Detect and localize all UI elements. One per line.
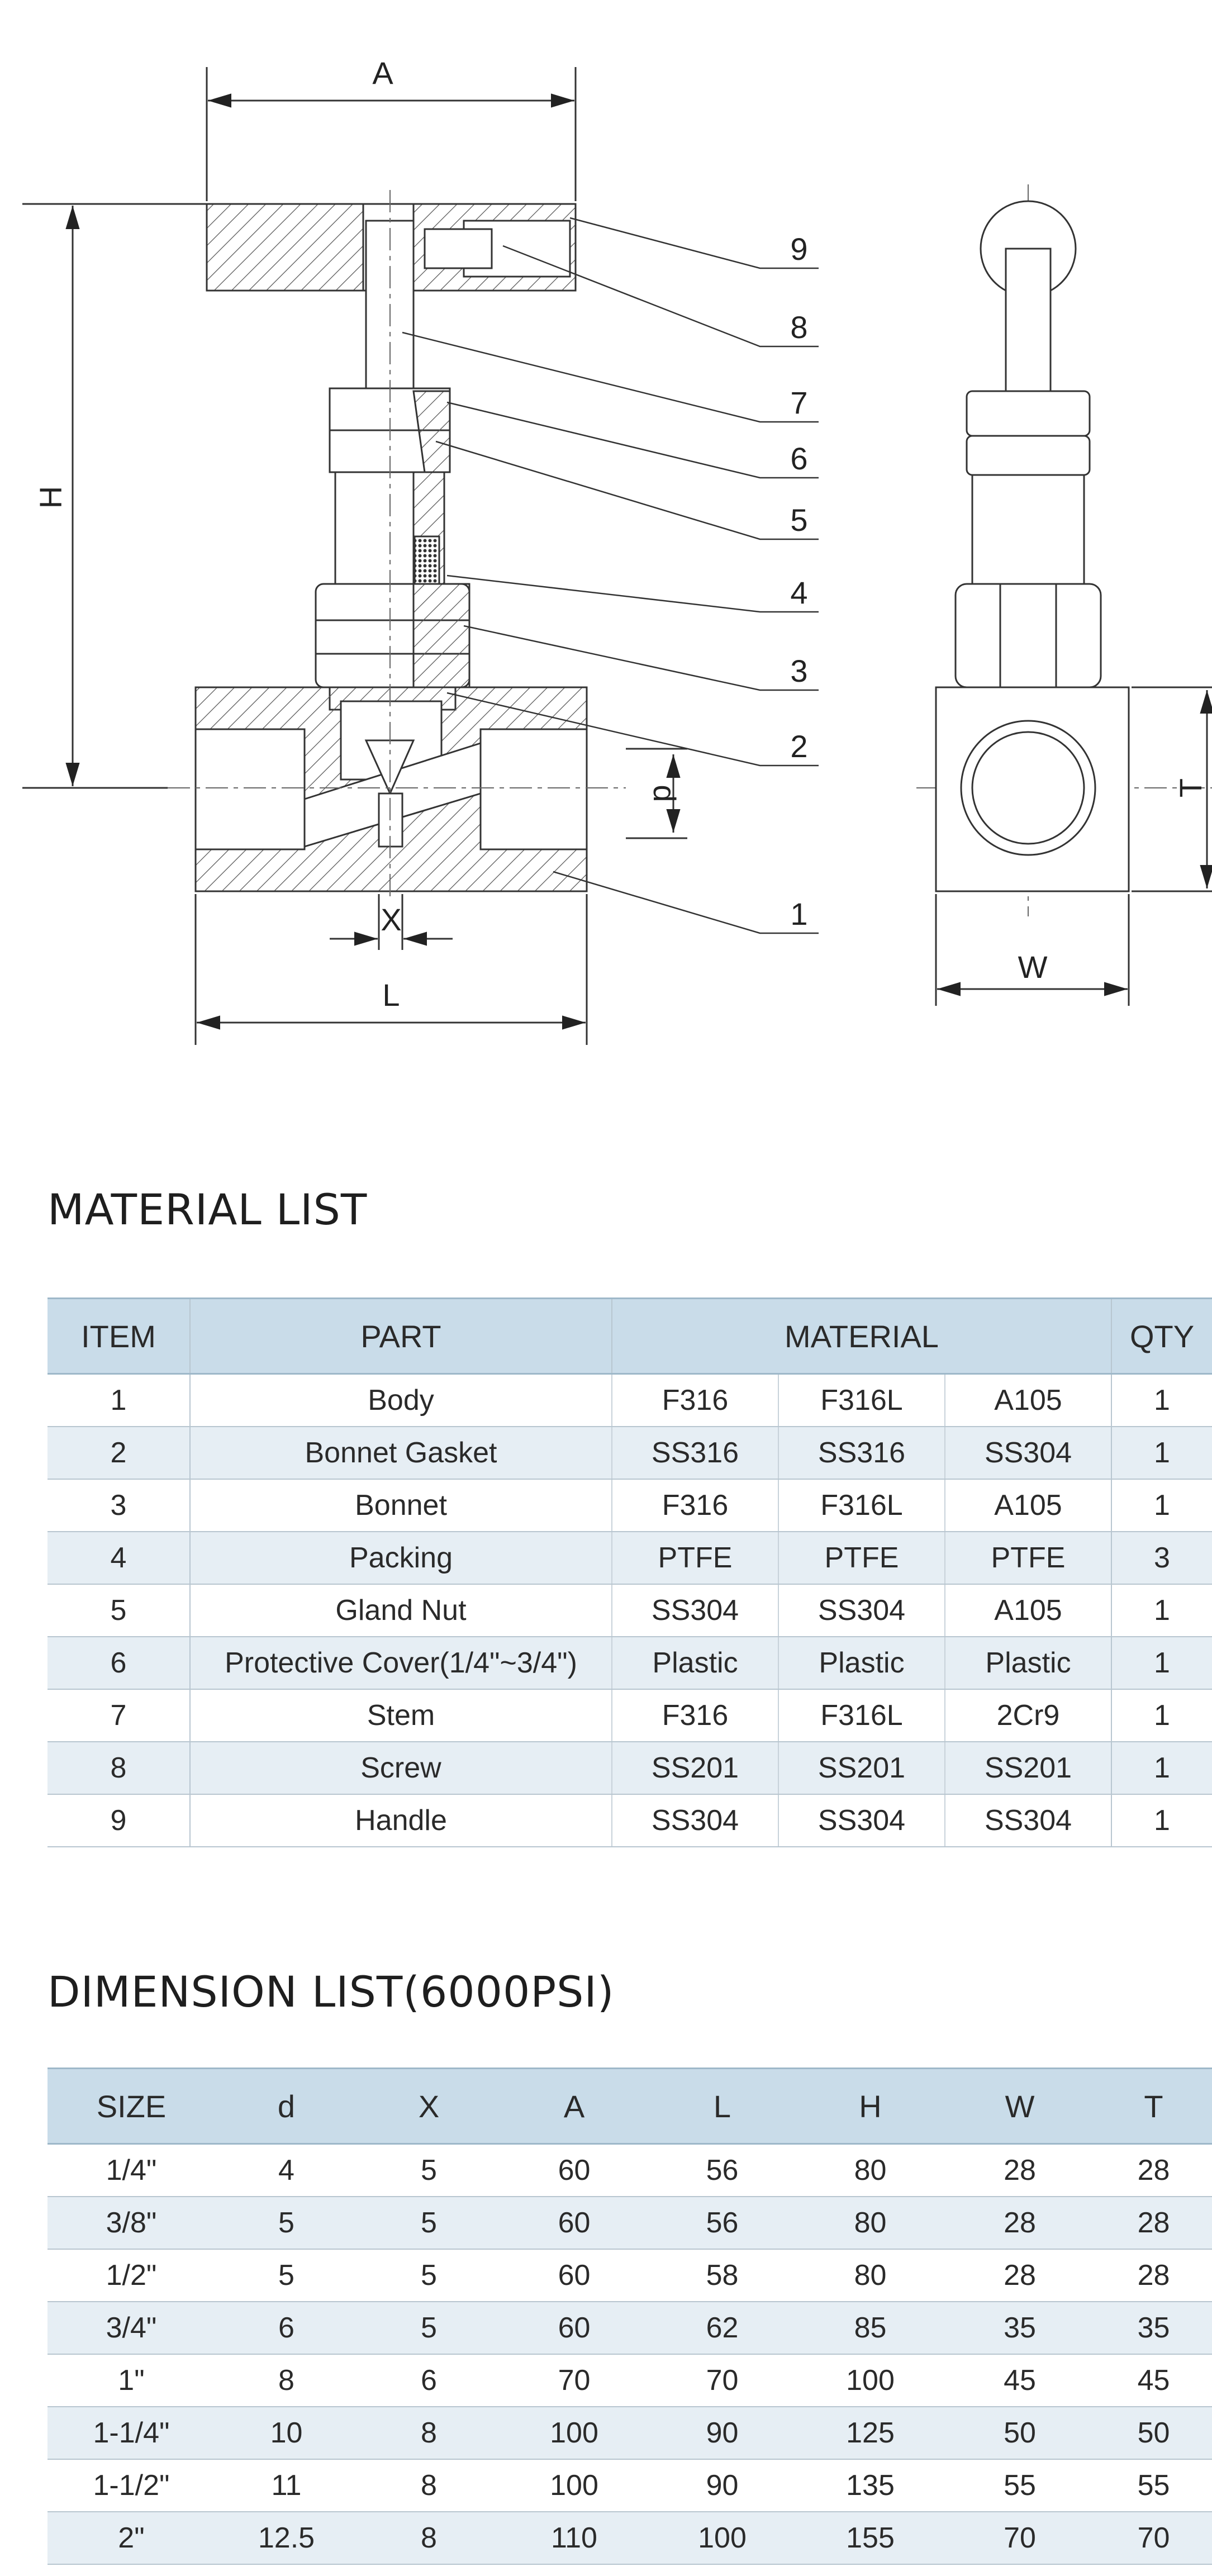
callout-9: 9 xyxy=(790,231,808,267)
cell-qty: 1 xyxy=(1111,1689,1212,1742)
callout-2: 2 xyxy=(790,729,808,764)
cell-qty: 1 xyxy=(1111,1637,1212,1689)
dimension-cell: 28 xyxy=(944,2249,1095,2302)
table-row xyxy=(47,1374,1212,1427)
cell-material-3: SS304 xyxy=(945,1427,1111,1479)
dimension-cell: 50 xyxy=(1095,2407,1212,2459)
cell-material-2: SS201 xyxy=(778,1742,945,1794)
material-list-title: MATERIAL LIST xyxy=(47,1185,368,1234)
cell-qty: 1 xyxy=(1111,1584,1212,1637)
cell-material-2: Plastic xyxy=(778,1637,945,1689)
callout-7: 7 xyxy=(790,385,808,420)
table-row xyxy=(47,1689,1212,1742)
dimension-cell: 45 xyxy=(1095,2354,1212,2407)
dimension-cell: 8 xyxy=(215,2354,358,2407)
cell-material-3: 2Cr9 xyxy=(945,1689,1111,1742)
dimension-cell: 60 xyxy=(500,2197,648,2249)
dimension-cell: 85 xyxy=(796,2302,944,2354)
cell-material-2: F316L xyxy=(778,1479,945,1532)
dimension-cell: 6 xyxy=(215,2302,358,2354)
dimension-cell: 28 xyxy=(944,2144,1095,2197)
dim-label-t: T xyxy=(1173,778,1208,798)
dimension-cell: 80 xyxy=(796,2197,944,2249)
dimension-cell: 11 xyxy=(215,2459,358,2512)
cell-material-1: SS304 xyxy=(612,1794,778,1847)
dimension-cell: 3/4" xyxy=(47,2302,215,2354)
callout-6: 6 xyxy=(790,441,808,476)
cell-part: Screw xyxy=(190,1742,612,1794)
dimension-header-row xyxy=(47,2069,1212,2144)
cell-item: 6 xyxy=(47,1637,190,1689)
dimension-cell: 28 xyxy=(1095,2197,1212,2249)
cell-material-2: SS304 xyxy=(778,1584,945,1637)
dimension-cell: 2" xyxy=(47,2512,215,2564)
cell-material-1: PTFE xyxy=(612,1532,778,1584)
table-row xyxy=(47,2459,1212,2512)
dimension-cell: 56 xyxy=(648,2144,796,2197)
dim-label-x: X xyxy=(381,902,402,937)
dimension-cell: 50 xyxy=(944,2407,1095,2459)
dimension-header-cell: A xyxy=(500,2069,648,2144)
cell-item: 5 xyxy=(47,1584,190,1637)
dimension-cell: 110 xyxy=(500,2512,648,2564)
dimension-header-cell: W xyxy=(944,2069,1095,2144)
dimension-cell: 70 xyxy=(944,2512,1095,2564)
dimension-cell: 90 xyxy=(648,2459,796,2512)
dimension-cell: 80 xyxy=(796,2144,944,2197)
cell-material-1: SS316 xyxy=(612,1427,778,1479)
callout-3: 3 xyxy=(790,653,808,688)
dimension-cell: 80 xyxy=(796,2249,944,2302)
cell-material-3: A105 xyxy=(945,1374,1111,1427)
dimension-cell: 155 xyxy=(796,2512,944,2564)
cell-item: 7 xyxy=(47,1689,190,1742)
cell-item: 3 xyxy=(47,1479,190,1532)
callout-5: 5 xyxy=(790,502,808,538)
dimension-cell: 4 xyxy=(215,2144,358,2197)
dimension-cell: 1-1/4" xyxy=(47,2407,215,2459)
cell-item: 8 xyxy=(47,1742,190,1794)
dimension-cell: 60 xyxy=(500,2249,648,2302)
cell-material-3: A105 xyxy=(945,1479,1111,1532)
dim-label-l: L xyxy=(382,977,400,1013)
dimension-cell: 70 xyxy=(500,2354,648,2407)
dimension-cell: 28 xyxy=(1095,2144,1212,2197)
dimension-header-cell: L xyxy=(648,2069,796,2144)
dimension-cell: 6 xyxy=(358,2354,500,2407)
table-row xyxy=(47,1427,1212,1479)
dimension-cell: 5 xyxy=(358,2197,500,2249)
cell-material-2: SS304 xyxy=(778,1794,945,1847)
dimension-cell: 60 xyxy=(500,2144,648,2197)
dimension-cell: 8 xyxy=(358,2407,500,2459)
dimension-cell: 70 xyxy=(648,2354,796,2407)
dimension-cell: 10 xyxy=(215,2407,358,2459)
dimension-list-title: DIMENSION LIST(6000PSI) xyxy=(47,1967,615,2017)
dimension-cell: 62 xyxy=(648,2302,796,2354)
header-material: MATERIAL xyxy=(612,1299,1111,1374)
table-row xyxy=(47,2512,1212,2564)
cell-material-3: A105 xyxy=(945,1584,1111,1637)
cell-part: Packing xyxy=(190,1532,612,1584)
cell-material-1: F316 xyxy=(612,1689,778,1742)
material-table xyxy=(47,1297,1212,1847)
dimension-cell: 5 xyxy=(358,2144,500,2197)
callout-8: 8 xyxy=(790,310,808,345)
cell-part: Protective Cover(1/4"~3/4") xyxy=(190,1637,612,1689)
table-row xyxy=(47,1479,1212,1532)
table-row xyxy=(47,1584,1212,1637)
dimension-cell: 100 xyxy=(500,2459,648,2512)
dimension-cell: 1" xyxy=(47,2354,215,2407)
dimension-cell: 5 xyxy=(358,2249,500,2302)
dimension-cell: 3/8" xyxy=(47,2197,215,2249)
dimension-cell: 56 xyxy=(648,2197,796,2249)
dimension-header-cell: d xyxy=(215,2069,358,2144)
cell-part: Handle xyxy=(190,1794,612,1847)
dimension-cell: 8 xyxy=(358,2459,500,2512)
cell-part: Bonnet xyxy=(190,1479,612,1532)
dim-label-d: d xyxy=(647,785,682,802)
dimension-cell: 90 xyxy=(648,2407,796,2459)
dimension-cell: 55 xyxy=(1095,2459,1212,2512)
cell-item: 2 xyxy=(47,1427,190,1479)
cell-material-2: F316L xyxy=(778,1689,945,1742)
dimension-cell: 100 xyxy=(648,2512,796,2564)
cell-material-2: SS316 xyxy=(778,1427,945,1479)
cell-qty: 1 xyxy=(1111,1479,1212,1532)
dimension-header-cell: T xyxy=(1095,2069,1212,2144)
cell-qty: 1 xyxy=(1111,1374,1212,1427)
dimension-table xyxy=(47,2068,1212,2565)
dimension-cell: 1/4" xyxy=(47,2144,215,2197)
cell-material-2: F316L xyxy=(778,1374,945,1427)
table-row xyxy=(47,2302,1212,2354)
dimension-cell: 28 xyxy=(944,2197,1095,2249)
cell-material-3: SS201 xyxy=(945,1742,1111,1794)
header-qty: QTY xyxy=(1111,1299,1212,1374)
dimension-cell: 135 xyxy=(796,2459,944,2512)
cell-qty: 1 xyxy=(1111,1427,1212,1479)
dimension-cell: 35 xyxy=(1095,2302,1212,2354)
dimension-header-cell: SIZE xyxy=(47,2069,215,2144)
dimension-cell: 1/2" xyxy=(47,2249,215,2302)
cell-material-2: PTFE xyxy=(778,1532,945,1584)
dimension-cell: 8 xyxy=(358,2512,500,2564)
cell-part: Body xyxy=(190,1374,612,1427)
valve-technical-drawing xyxy=(0,0,1212,1073)
cell-qty: 1 xyxy=(1111,1794,1212,1847)
dimension-cell: 5 xyxy=(215,2249,358,2302)
dimension-cell: 5 xyxy=(215,2197,358,2249)
table-row xyxy=(47,2249,1212,2302)
cell-material-3: SS304 xyxy=(945,1794,1111,1847)
cell-item: 1 xyxy=(47,1374,190,1427)
dimension-header-cell: X xyxy=(358,2069,500,2144)
dim-label-w: W xyxy=(1018,949,1048,985)
cell-material-1: SS201 xyxy=(612,1742,778,1794)
cell-item: 9 xyxy=(47,1794,190,1847)
callout-1: 1 xyxy=(790,896,808,931)
dimension-cell: 45 xyxy=(944,2354,1095,2407)
dimension-cell: 55 xyxy=(944,2459,1095,2512)
header-part: PART xyxy=(190,1299,612,1374)
cell-part: Gland Nut xyxy=(190,1584,612,1637)
dimension-cell: 100 xyxy=(796,2354,944,2407)
material-header-row xyxy=(47,1299,1212,1374)
table-row xyxy=(47,1742,1212,1794)
cell-material-1: F316 xyxy=(612,1479,778,1532)
cell-material-3: PTFE xyxy=(945,1532,1111,1584)
dimension-cell: 100 xyxy=(500,2407,648,2459)
cell-qty: 3 xyxy=(1111,1532,1212,1584)
cell-material-1: SS304 xyxy=(612,1584,778,1637)
dim-label-a: A xyxy=(372,55,393,91)
table-row xyxy=(47,2197,1212,2249)
dimension-cell: 35 xyxy=(944,2302,1095,2354)
cell-part: Bonnet Gasket xyxy=(190,1427,612,1479)
dimension-cell: 5 xyxy=(358,2302,500,2354)
callout-4: 4 xyxy=(790,575,808,610)
cell-material-1: Plastic xyxy=(612,1637,778,1689)
cell-material-3: Plastic xyxy=(945,1637,1111,1689)
table-row xyxy=(47,1637,1212,1689)
header-item: ITEM xyxy=(47,1299,190,1374)
cell-item: 4 xyxy=(47,1532,190,1584)
table-row xyxy=(47,1532,1212,1584)
dimension-cell: 12.5 xyxy=(215,2512,358,2564)
cell-material-1: F316 xyxy=(612,1374,778,1427)
dimension-cell: 28 xyxy=(1095,2249,1212,2302)
table-row xyxy=(47,2407,1212,2459)
dimension-cell: 70 xyxy=(1095,2512,1212,2564)
table-row xyxy=(47,2144,1212,2197)
dim-label-h: H xyxy=(33,486,68,509)
table-row xyxy=(47,1794,1212,1847)
dimension-cell: 58 xyxy=(648,2249,796,2302)
dimension-header-cell: H xyxy=(796,2069,944,2144)
dimension-cell: 125 xyxy=(796,2407,944,2459)
table-row xyxy=(47,2354,1212,2407)
dimension-cell: 1-1/2" xyxy=(47,2459,215,2512)
cell-part: Stem xyxy=(190,1689,612,1742)
dimension-cell: 60 xyxy=(500,2302,648,2354)
cell-qty: 1 xyxy=(1111,1742,1212,1794)
